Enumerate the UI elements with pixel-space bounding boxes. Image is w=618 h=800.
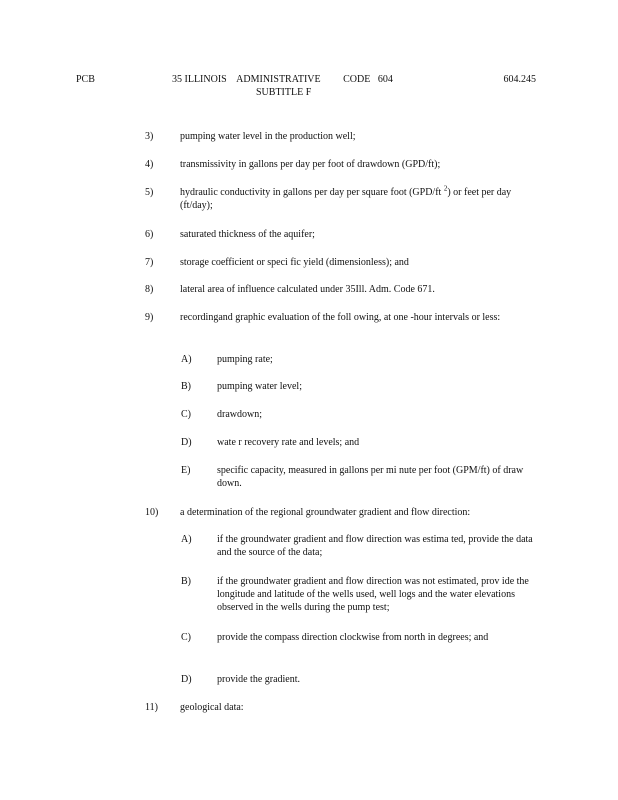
item-letter: D) (181, 437, 192, 448)
item-text: pumping water level; (217, 381, 302, 392)
item-text-part: hydraulic conductivity in gallons per day per square foot (GPD/ft (180, 187, 444, 198)
item-text: recordingand graphic evaluation of the foll owing, at one -hour intervals or less: (180, 312, 501, 323)
item-text: provide the gradient. (217, 674, 301, 685)
item-text: if the groundwater gradient and flow direction was not estimated, prov ide the longitude and latitude of the wells used, well logs and the water elevations observed in the wells during the pump test; (217, 576, 529, 613)
item-text: transmissivity in gallons per day per foot of drawdown (GPD/ft); (180, 159, 441, 170)
item-letter: A) (181, 354, 192, 365)
item-text: provide the compass direction clockwise from north in degrees; and (217, 632, 489, 643)
item-text: pumping rate; (217, 354, 273, 365)
item-text: drawdown; (217, 409, 262, 420)
item-text: if the groundwater gradient and flow direction was estima ted, provide the data and the source of the data; (217, 534, 533, 558)
item-number: 9) (145, 312, 154, 323)
item-text: a determination of the regional groundwater gradient and flow direction: (180, 507, 471, 518)
item-number: 7) (145, 257, 154, 268)
item-number: 6) (145, 229, 154, 240)
item-number: 3) (145, 131, 154, 142)
item-letter: D) (181, 674, 192, 685)
item-number: 8) (145, 284, 154, 295)
item-text: storage coefficient or speci fic yield (dimensionless); and (180, 257, 409, 268)
item-letter: C) (181, 409, 191, 420)
item-text (180, 186, 540, 212)
item-letter: A) (181, 534, 192, 545)
header-subtitle: SUBTITLE F (256, 87, 312, 98)
item-text-part: ) or feet per day (ft/day); (180, 187, 512, 211)
item-number: 11) (145, 702, 158, 713)
item-text: pumping water level in the production well; (180, 131, 356, 142)
header-title: 35 ILLINOIS ADMINISTRATIVE CODE 604 (172, 74, 393, 85)
superscript: 2 (443, 184, 448, 193)
item-letter: B) (181, 381, 191, 392)
item-letter: E) (181, 465, 191, 476)
item-letter: B) (181, 576, 191, 587)
item-text: saturated thickness of the aquifer; (180, 229, 315, 240)
item-text: wate r recovery rate and levels; and (217, 437, 360, 448)
item-text: specific capacity, measured in gallons per mi nute per foot (GPM/ft) of draw down. (217, 465, 524, 489)
item-text: geological data: (180, 702, 244, 713)
item-letter: C) (181, 632, 191, 643)
item-text: lateral area of influence calculated under 35Ill. Adm. Code 671. (180, 284, 435, 295)
header-left: PCB (76, 74, 95, 85)
header-center (172, 73, 412, 99)
item-number: 10) (145, 507, 159, 518)
header-section-number: 604.245 (503, 74, 536, 85)
item-number: 5) (145, 187, 154, 198)
item-number: 4) (145, 159, 154, 170)
